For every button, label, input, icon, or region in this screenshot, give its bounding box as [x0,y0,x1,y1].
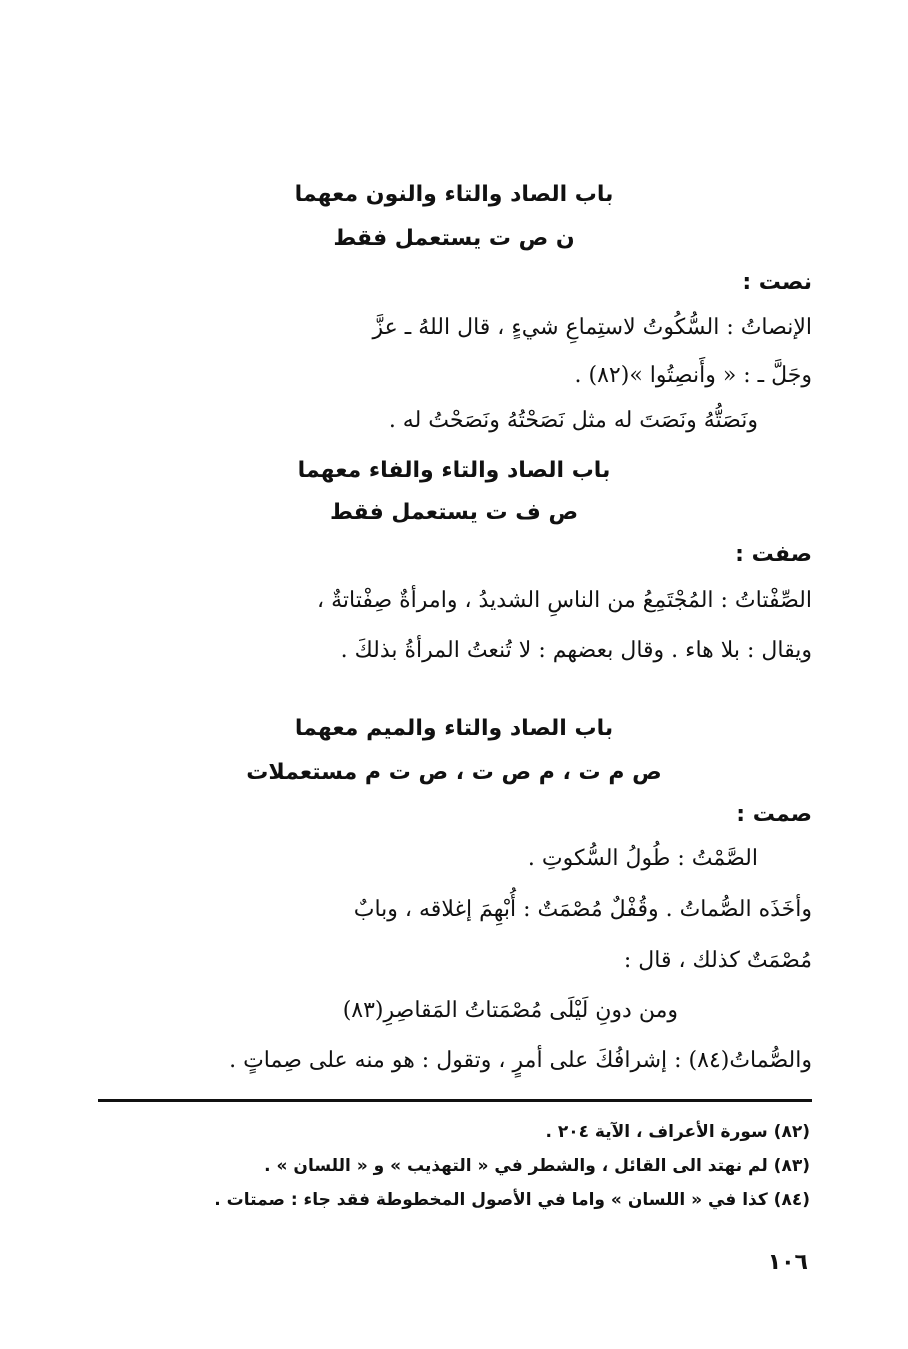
section-roots-3: ص م ت ، م ص ت ، ص ت م مستعملات [246,760,662,785]
text-line: الإنصاتُ : السُّكُوتُ لاستِماعِ شيءٍ ، قال اللهُ ـ عزَّ [372,315,812,340]
entry-title-smt: صمت : [736,802,812,827]
section-heading-3: باب الصاد والتاء والميم معهما [294,716,614,741]
footnote-84: (٨٤) كذا في « اللسان » واما في الأصول المخطوطة فقد جاء : صمتات . [214,1190,810,1210]
footnote-divider [98,1099,812,1102]
footnote-82: (٨٢) سورة الأعراف ، الآية ٢٠٤ . [545,1122,810,1142]
entry-title-nst: نصت : [742,270,812,295]
text-line: ونَصَتُّهُ ونَصَتَ له مثل نَصَحْتُهُ ونَصَحْتُ له . [388,408,758,433]
text-line: والصُّماتُ(٨٤) : إشرافُكَ على أمرٍ ، وتقول : هو منه على صِماتٍ . [229,1048,812,1073]
section-heading-2: باب الصاد والتاء والفاء معهما [297,458,611,483]
entry-title-sft: صفت : [735,542,812,567]
footnote-83: (٨٣) لم نهتد الى القائل ، والشطر في « التهذيب » و « اللسان » . [264,1156,810,1176]
text-line: وجَلَّ ـ : « وأَنصِتُوا »(٨٢) . [574,363,812,388]
text-line: الصَّمْتُ : طُولُ السُّكوتِ . [527,846,758,871]
section-roots-2: ص ف ت يستعمل فقط [329,500,579,525]
section-roots-1: ن ص ت يستعمل فقط [333,226,575,251]
section-heading-1: باب الصاد والتاء والنون معهما [294,182,614,207]
poetry-verse: ومن دونِ لَيْلَى مُصْمَتاتُ المَقاصِرِ(٨٣) [342,998,678,1023]
page-number: ١٠٦ [767,1250,808,1275]
text-line: ويقال : بلا هاء . وقال بعضهم : لا تُنعتُ المرأةُ بذلكَ . [340,638,812,663]
text-line: الصِّفْتاتُ : المُجْتَمِعُ من الناسِ الشديدُ ، وامرأةٌ صِفْتاتةٌ ، [317,588,812,613]
text-line: وأخَذَه الصُّماتُ . وقُفْلٌ مُصْمَتٌ : أُبْهِمَ إغلاقه ، وبابٌ [353,897,812,922]
text-line: مُصْمَتٌ كذلك ، قال : [623,948,812,973]
